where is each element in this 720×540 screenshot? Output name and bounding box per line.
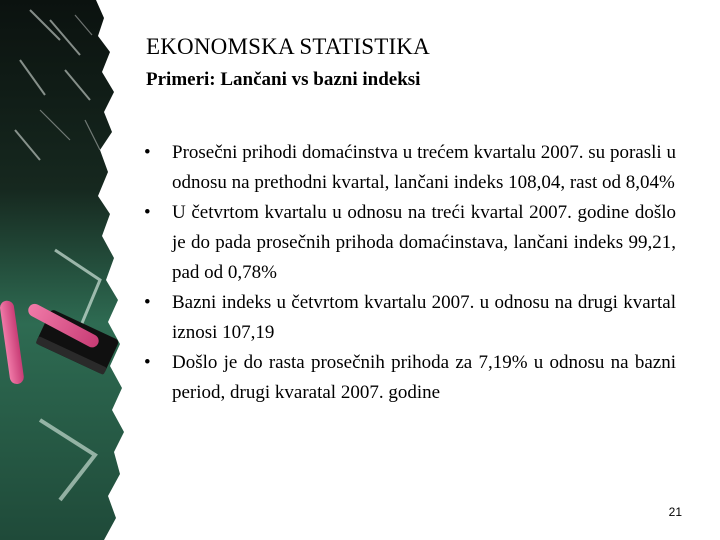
chalkboard-decoration [0,0,130,540]
bullet-item [144,348,676,408]
bullet-item [144,288,676,348]
page-number: 21 [668,505,682,519]
slide-subtitle: Primeri: Lančani vs bazni indeksi [146,69,421,90]
slide-title: EKONOMSKA STATISTIKA [146,34,430,59]
bullet-icon: • [144,292,151,313]
bullet-text: Bazni indeks u četvrtom kvartalu 2007. u odnosu na drugi kvartal iznosi 107,19 [172,292,676,343]
bullet-item [144,198,676,288]
bullet-icon: • [144,142,151,163]
bullet-text: Došlo je do rasta prosečnih prihoda za 7,19% u odnosu na bazni period, drugi kvaratal 2007. godine [172,352,676,403]
chalkboard-chalk-image [0,0,130,540]
bullet-item [144,138,676,198]
bullet-icon: • [144,352,151,373]
bullet-text: Prosečni prihodi domaćinstva u trećem kvartalu 2007. su porasli u odnosu na prethodni kvartal, lančani indeks 108,04, rast od 8,04% [172,142,676,193]
bullet-text: U četvrtom kvartalu u odnosu na treći kvartal 2007. godine došlo je do pada prosečnih prihoda domaćinstava, lančani indeks 99,21, pad od 0,78% [172,202,676,283]
bullet-list [144,138,676,408]
bullet-icon: • [144,202,151,223]
